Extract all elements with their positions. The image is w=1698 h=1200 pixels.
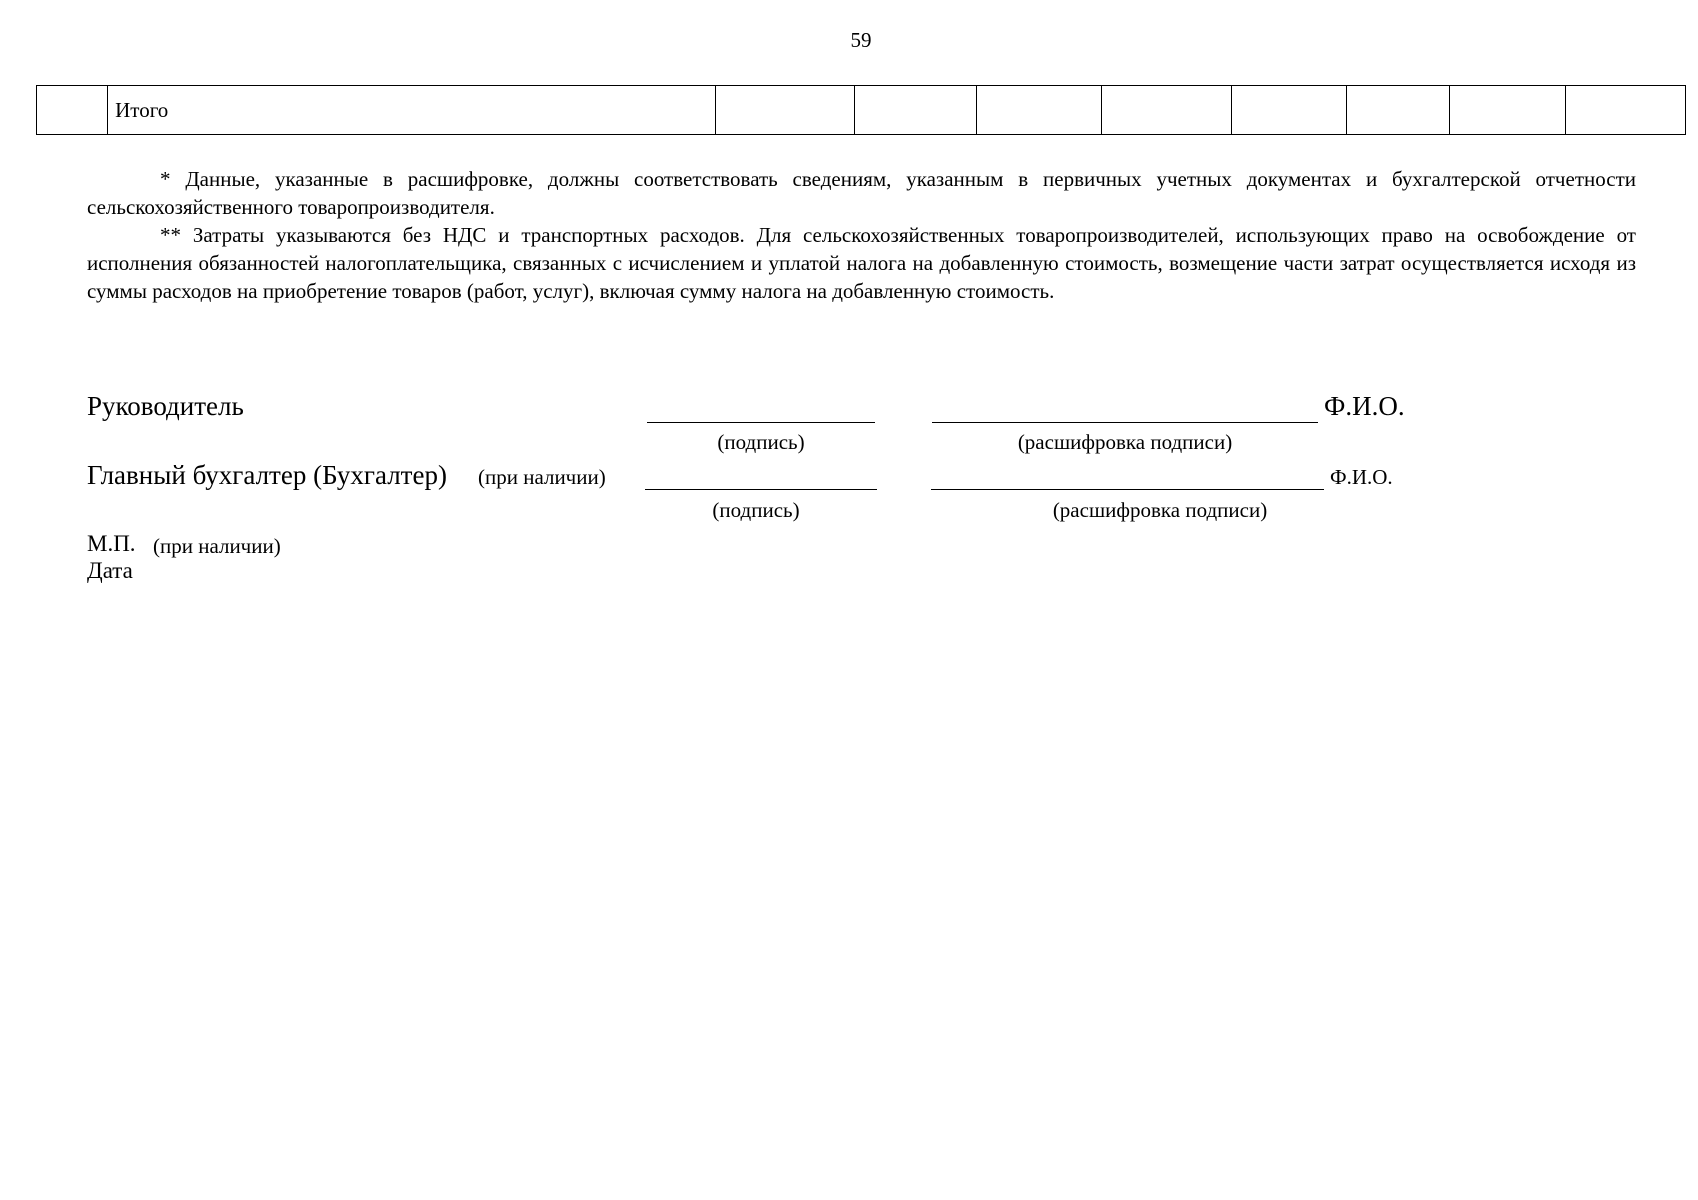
chief-decoding-line — [931, 489, 1324, 490]
total-row — [37, 86, 1686, 135]
footnote-1: * Данные, указанные в расшифровке, должны соответствовать сведениям, указанным в первичных учетных документах и бухгалтерской отчетности сельскохозяйственного товаропроизводителя. — [87, 167, 1636, 219]
table-cell — [1347, 86, 1449, 135]
footnotes — [87, 165, 1636, 305]
footnote-2: ** Затраты указываются без НДС и транспортных расходов. Для сельскохозяйственных товаропроизводителей, использующих право на освобождение от исполнения обязанностей налогоплательщика, связанных с исчислением и уплатой налога на добавленную стоимость, возмещение части затрат осуществляется исходя из суммы расходов на приобретение товаров (работ, услуг), включая сумму налога на добавленную стоимость. — [87, 223, 1636, 303]
head-decoding-line — [932, 422, 1318, 423]
stamp-if-available: (при наличии) — [153, 534, 281, 558]
page-number: 59 — [850, 28, 872, 52]
table-cell — [37, 86, 108, 135]
chief-signature-line — [645, 489, 877, 490]
table-cell — [1565, 86, 1685, 135]
head-signature-line — [647, 422, 875, 423]
head-label: Руководитель — [87, 391, 244, 421]
date-label: Дата — [87, 558, 133, 583]
table-cell — [1449, 86, 1565, 135]
chief-if-available: (при наличии) — [478, 465, 606, 489]
chief-decoding-caption: (расшифровка подписи) — [1052, 498, 1268, 522]
total-table — [36, 85, 1686, 135]
table-cell — [1101, 86, 1231, 135]
head-signature-caption: (подпись) — [717, 430, 805, 454]
head-fio-label: Ф.И.О. — [1324, 391, 1405, 421]
chief-accountant-label: Главный бухгалтер (Бухгалтер) — [87, 460, 447, 490]
table-cell — [1232, 86, 1347, 135]
table-cell — [855, 86, 976, 135]
chief-signature-caption: (подпись) — [712, 498, 800, 522]
table-cell — [976, 86, 1101, 135]
head-decoding-caption: (расшифровка подписи) — [1017, 430, 1233, 454]
stamp-label: М.П. — [87, 531, 136, 556]
chief-fio-label: Ф.И.О. — [1330, 465, 1393, 489]
table-cell — [716, 86, 855, 135]
total-row-label: Итого — [108, 86, 716, 135]
